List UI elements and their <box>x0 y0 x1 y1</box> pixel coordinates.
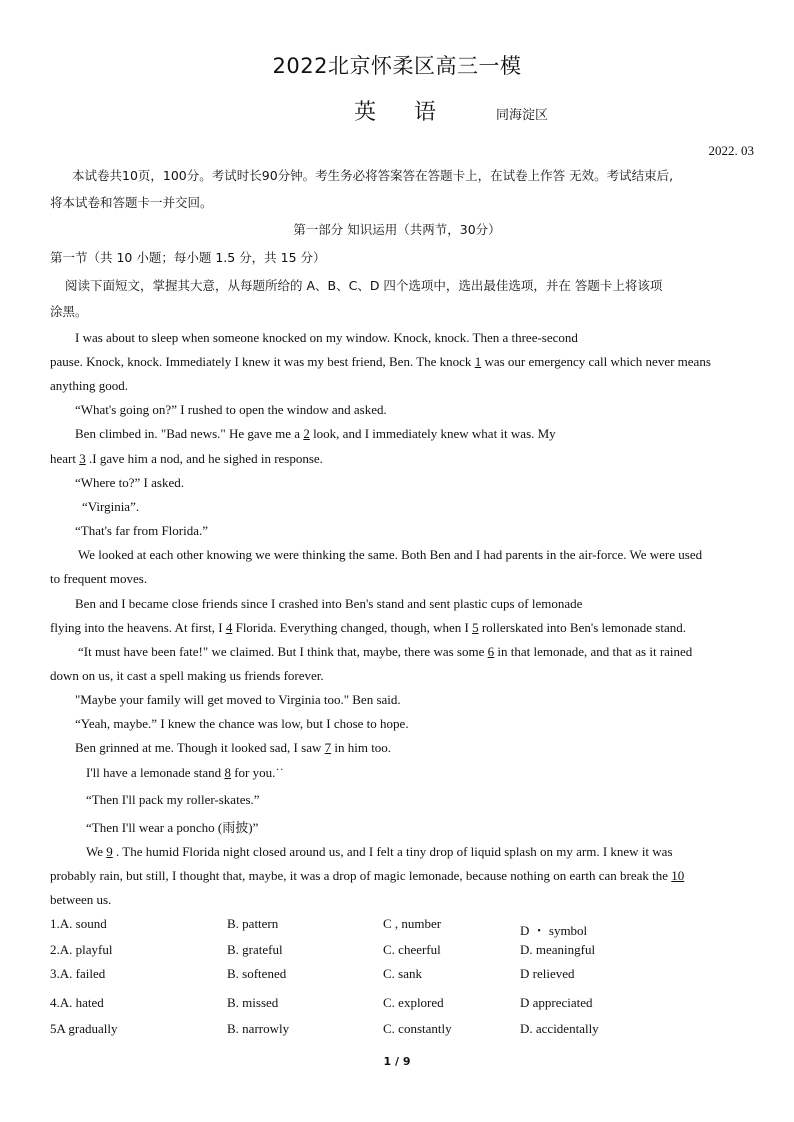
passage-line: “Yeah, maybe.” I knew the chance was low, but I chose to hope. <box>75 716 409 731</box>
directions-line-1: 阅读下面短文，掌握其大意，从每题所给的 A、B、C、D 四个选项中，选出最佳选项，并在 答题卡上将该项 <box>65 278 663 293</box>
option-4b: B. missed <box>227 995 279 1010</box>
passage-line: flying into the heavens. At first, I 4 Florida. Everything changed, though, when I 5 rollerskated into Ben's lemonade stand. <box>50 620 686 635</box>
passage-line: “Then I'll wear a poncho (雨披)” <box>86 820 259 835</box>
option-5a: 5A gradually <box>50 1021 118 1036</box>
passage-line: Ben and I became close friends since I crashed into Ben's stand and sent plastic cups of lemonade <box>75 596 583 611</box>
blank-3: 3 <box>79 451 86 466</box>
passage-line: heart 3 .I gave him a nod, and he sighed in response. <box>50 451 323 466</box>
option-2c: C. cheerful <box>383 942 441 957</box>
section-title: 第一节（共 10 小题；每小题 1.5 分，共 15 分） <box>50 250 326 265</box>
blank-8: 8 <box>224 765 231 780</box>
passage-line: I was about to sleep when someone knocked on my window. Knock, knock. Then a three-second <box>75 330 578 345</box>
passage-line: between us. <box>50 892 112 907</box>
option-3d: D relieved <box>520 966 575 981</box>
page-number: 1 / 9 <box>383 1055 411 1068</box>
district-note: 同海淀区 <box>496 108 549 123</box>
page-title: 2022北京怀柔区高三一模 <box>272 54 522 78</box>
passage-line: Ben climbed in. "Bad news." He gave me a 2 look, and I immediately knew what it was. My <box>75 426 556 441</box>
option-2d: D. meaningful <box>520 942 596 957</box>
subject-title <box>354 95 438 126</box>
option-5b: B. narrowly <box>227 1021 290 1036</box>
directions-line-2: 涂黑。 <box>50 304 88 319</box>
passage-line: to frequent moves. <box>50 571 148 586</box>
passage-line: “Virginia”. <box>82 499 140 514</box>
passage-line: pause. Knock, knock. Immediately I knew it was my best friend, Ben. The knock 1 was our emergency call which never means <box>50 354 711 369</box>
option-5c: C. constantly <box>383 1021 452 1036</box>
blank-2: 2 <box>303 426 310 441</box>
option-3c: C. sank <box>383 966 422 981</box>
passage-line: “It must have been fate!" we claimed. But I think that, maybe, there was some 6 in that lemonade, and that as it rained <box>78 644 693 659</box>
blank-9: 9 <box>106 844 113 859</box>
option-3a: 3.A. failed <box>50 966 106 981</box>
option-5d: D. accidentally <box>520 1021 599 1036</box>
exam-date: 2022. 03 <box>708 143 754 158</box>
option-2b: B. grateful <box>227 942 283 957</box>
blank-10: 10 <box>671 868 685 883</box>
passage-line: I'll have a lemonade stand 8 for you.˙˙ <box>86 765 285 780</box>
blank-1: 1 <box>474 354 482 369</box>
passage-line: “Where to?” I asked. <box>75 475 184 490</box>
option-3b: B. softened <box>227 966 287 981</box>
passage-line: “That's far from Florida.” <box>75 523 209 538</box>
option-1c: C , number <box>383 916 442 931</box>
option-4c: C. explored <box>383 995 444 1010</box>
option-4a: 4.A. hated <box>50 995 104 1010</box>
option-1a: 1.A. sound <box>50 916 107 931</box>
passage-line: down on us, it cast a spell making us friends forever. <box>50 668 324 683</box>
passage-line: “What's going on?” I rushed to open the window and asked. <box>75 402 387 417</box>
blank-6: 6 <box>487 644 495 659</box>
subject-char-1: 英 <box>354 100 379 125</box>
blank-4: 4 <box>225 620 233 635</box>
option-1b: B. pattern <box>227 916 279 931</box>
passage-line: "Maybe your family will get moved to Virginia too." Ben said. <box>75 692 401 707</box>
subject-char-2: 语 <box>414 100 439 125</box>
blank-5: 5 <box>472 620 479 635</box>
blank-7: 7 <box>324 740 332 755</box>
part-title: 第一部分 知识运用（共两节，30分） <box>293 222 501 237</box>
passage-line: We looked at each other knowing we were thinking the same. Both Ben and I had parents in the air-force. We were used <box>78 547 703 562</box>
option-1d: D ・ symbol <box>520 923 588 938</box>
option-4d: D appreciated <box>520 995 593 1010</box>
instructions-line-1: 本试卷共10页，100分。考试时长90分钟。考生务必将答案答在答题卡上，在试卷上作答 无效。考试结束后, <box>72 168 674 183</box>
passage-line: “Then I'll pack my roller-skates.” <box>86 792 260 807</box>
passage-line: anything good. <box>50 378 128 393</box>
passage-line: Ben grinned at me. Though it looked sad, I saw 7 in him too. <box>75 740 392 755</box>
passage-line: We 9 . The humid Florida night closed around us, and I felt a tiny drop of liquid splash on my arm. I knew it was <box>86 844 673 859</box>
instructions-line-2: 将本试卷和答题卡一并交回。 <box>50 195 213 210</box>
option-2a: 2.A. playful <box>50 942 113 957</box>
passage-line: probably rain, but still, I thought that, maybe, it was a drop of magic lemonade, because nothing on earth can break the 10 <box>50 868 685 883</box>
